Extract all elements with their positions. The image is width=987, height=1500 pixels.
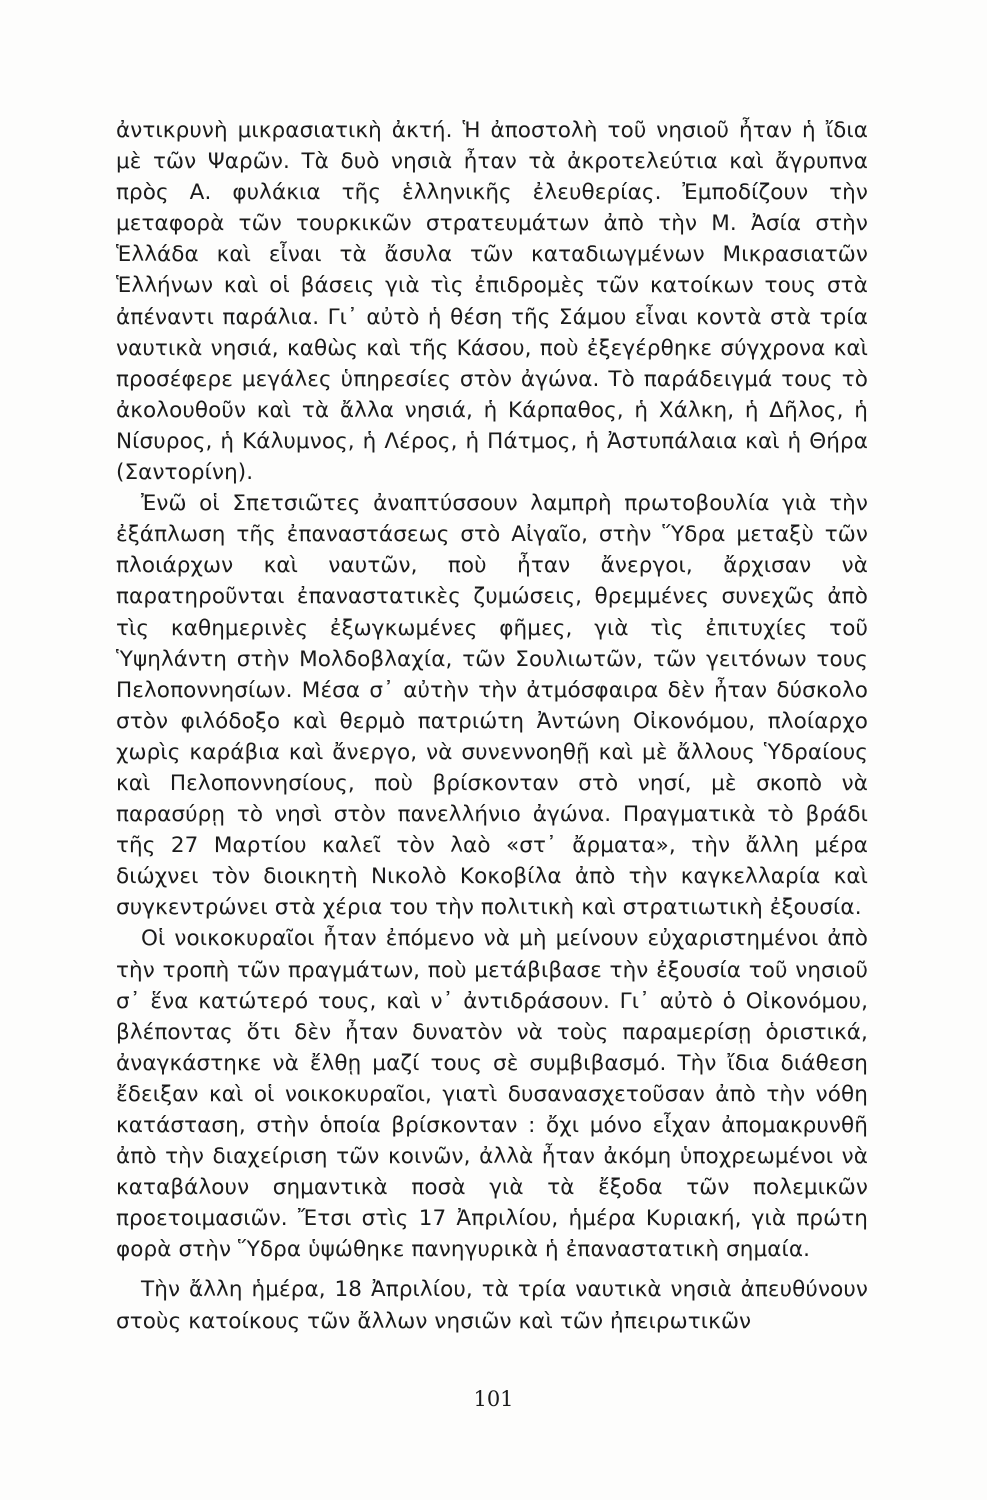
page-number: 101 [473,1387,514,1411]
paragraph-4: Τὴν ἄλλη ἡμέρα, 18 Ἀπριλίου, τὰ τρία ναυτικὰ νησιὰ ἀπευθύνουν στοὺς κατοίκους τῶν ἄλλων νησιῶν καὶ τῶν ἠπειρωτικῶν [116,1277,868,1334]
paragraph-1: ἀντικρυνὴ μικρασιατικὴ ἀκτή. Ἡ ἀποστολὴ τοῦ νησιοῦ ἦταν ἡ ἴδια μὲ τῶν Ψαρῶν. Τὰ δυὸ νησιὰ ἦταν τὰ ἀκροτελεύτια καὶ ἄγρυπνα πρὸς Α. φυλάκια τῆς ἑλληνικῆς ἐλευθερίας. Ἐμποδίζουν τὴν μεταφορὰ τῶν τουρκικῶν στρατευμάτων ἀπὸ τὴν Μ. Ἀσία στὴν Ἑλλάδα καὶ εἶναι τὰ ἄσυλα τῶν καταδιωγμένων Μικρασιατῶν Ἑλλήνων καὶ οἱ βάσεις γιὰ τὶς ἐπιδρομὲς τῶν κατοίκων τους στὰ ἀπέναντι παράλια. Γι᾿ αὐτὸ ἡ θέση τῆς Σάμου εἶναι κοντὰ στὰ τρία ναυτικὰ νησιά, καθὼς καὶ τῆς Κάσου, ποὺ ἐξεγέρθηκε σύγχρονα καὶ προσέφερε μεγάλες ὑπηρεσίες στὸν ἀγώνα. Τὸ παράδειγμά τους τὸ ἀκολουθοῦν καὶ τὰ ἄλλα νησιά, ἡ Κάρπαθος, ἡ Χάλκη, ἡ Δῆλος, ἡ Νίσυρος, ἡ Κάλυμνος, ἡ Λέρος, ἡ Πάτμος, ἡ Ἀστυπάλαια καὶ ἡ Θήρα (Σαντορίνη). [116,118,868,486]
body-text [116,115,868,1337]
paragraph-2: Ἐνῶ οἱ Σπετσιῶτες ἀναπτύσσουν λαμπρὴ πρωτοβουλία γιὰ τὴν ἐξάπλωση τῆς ἐπαναστάσεως στὸ Αἰγαῖο, στὴν Ὕδρα μεταξὺ τῶν πλοιάρχων καὶ ναυτῶν, ποὺ ἦταν ἄνεργοι, ἄρχισαν νὰ παρατηροῦνται ἐπαναστατικὲς ζυμώσεις, θρεμμένες συνεχῶς ἀπὸ τὶς καθημερινὲς ἐξωγκωμένες φῆμες, γιὰ τὶς ἐπιτυχίες τοῦ Ὑψηλάντη στὴν Μολδοβλαχία, τῶν Σουλιωτῶν, τῶν γειτόνων τους Πελοποννησίων. Μέσα σ᾿ αὐτὴν τὴν ἀτμόσφαιρα δὲν ἦταν δύσκολο στὸν φιλόδοξο καὶ θερμὸ πατριώτη Ἀντώνη Οἰκονόμου, πλοίαρχο χωρὶς καράβια καὶ ἄνεργο, νὰ συνεννοηθῇ καὶ μὲ ἄλλους Ὑδραίους καὶ Πελοποννησίους, ποὺ βρίσκονταν στὸ νησί, μὲ σκοπὸ νὰ παρασύρῃ τὸ νησὶ στὸν πανελλήνιο ἀγώνα. Πραγματικὰ τὸ βράδι τῆς 27 Μαρτίου καλεῖ τὸν λαὸ «στ᾿ ἄρματα», τὴν ἄλλη μέρα διώχνει τὸν διοικητὴ Νικολὸ Κοκοβίλα ἀπὸ τὴν καγκελλαρία καὶ συγκεντρώνει στὰ χέρια του τὴν πολιτικὴ καὶ στρατιωτικὴ ἐξουσία. [116,491,868,921]
paragraph-3: Οἱ νοικοκυραῖοι ἦταν ἐπόμενο νὰ μὴ μείνουν εὐχαριστημένοι ἀπὸ τὴν τροπὴ τῶν πραγμάτων, ποὺ μετάβιβασε τὴν ἐξουσία τοῦ νησιοῦ σ᾿ ἕνα κατώτερό τους, καὶ ν᾿ ἀντιδράσουν. Γι᾿ αὐτὸ ὁ Οἰκονόμου, βλέποντας ὅτι δὲν ἦταν δυνατὸν νὰ τοὺς παραμερίσῃ ὁριστικά, ἀναγκάστηκε νὰ ἔλθῃ μαζί τους σὲ συμβιβασμό. Τὴν ἴδια διάθεση ἔδειξαν καὶ οἱ νοικοκυραῖοι, γιατὶ δυσανασχετοῦσαν ἀπὸ τὴν νόθη κατάσταση, στὴν ὁποία βρίσκονταν : ὄχι μόνο εἶχαν ἀπομακρυνθῆ ἀπὸ τὴν διαχείριση τῶν κοινῶν, ἀλλὰ ἦταν ἀκόμη ὑποχρεωμένοι νὰ καταβάλουν σημαντικὰ ποσὰ γιὰ τὰ ἔξοδα τῶν πολεμικῶν προετοιμασιῶν. Ἔτσι στὶς 17 Ἀπριλίου, ἡμέρα Κυριακή, γιὰ πρώτη φορὰ στὴν Ὕδρα ὑψώθηκε πανηγυρικὰ ἡ ἐπαναστατικὴ σημαία. [116,926,868,1263]
